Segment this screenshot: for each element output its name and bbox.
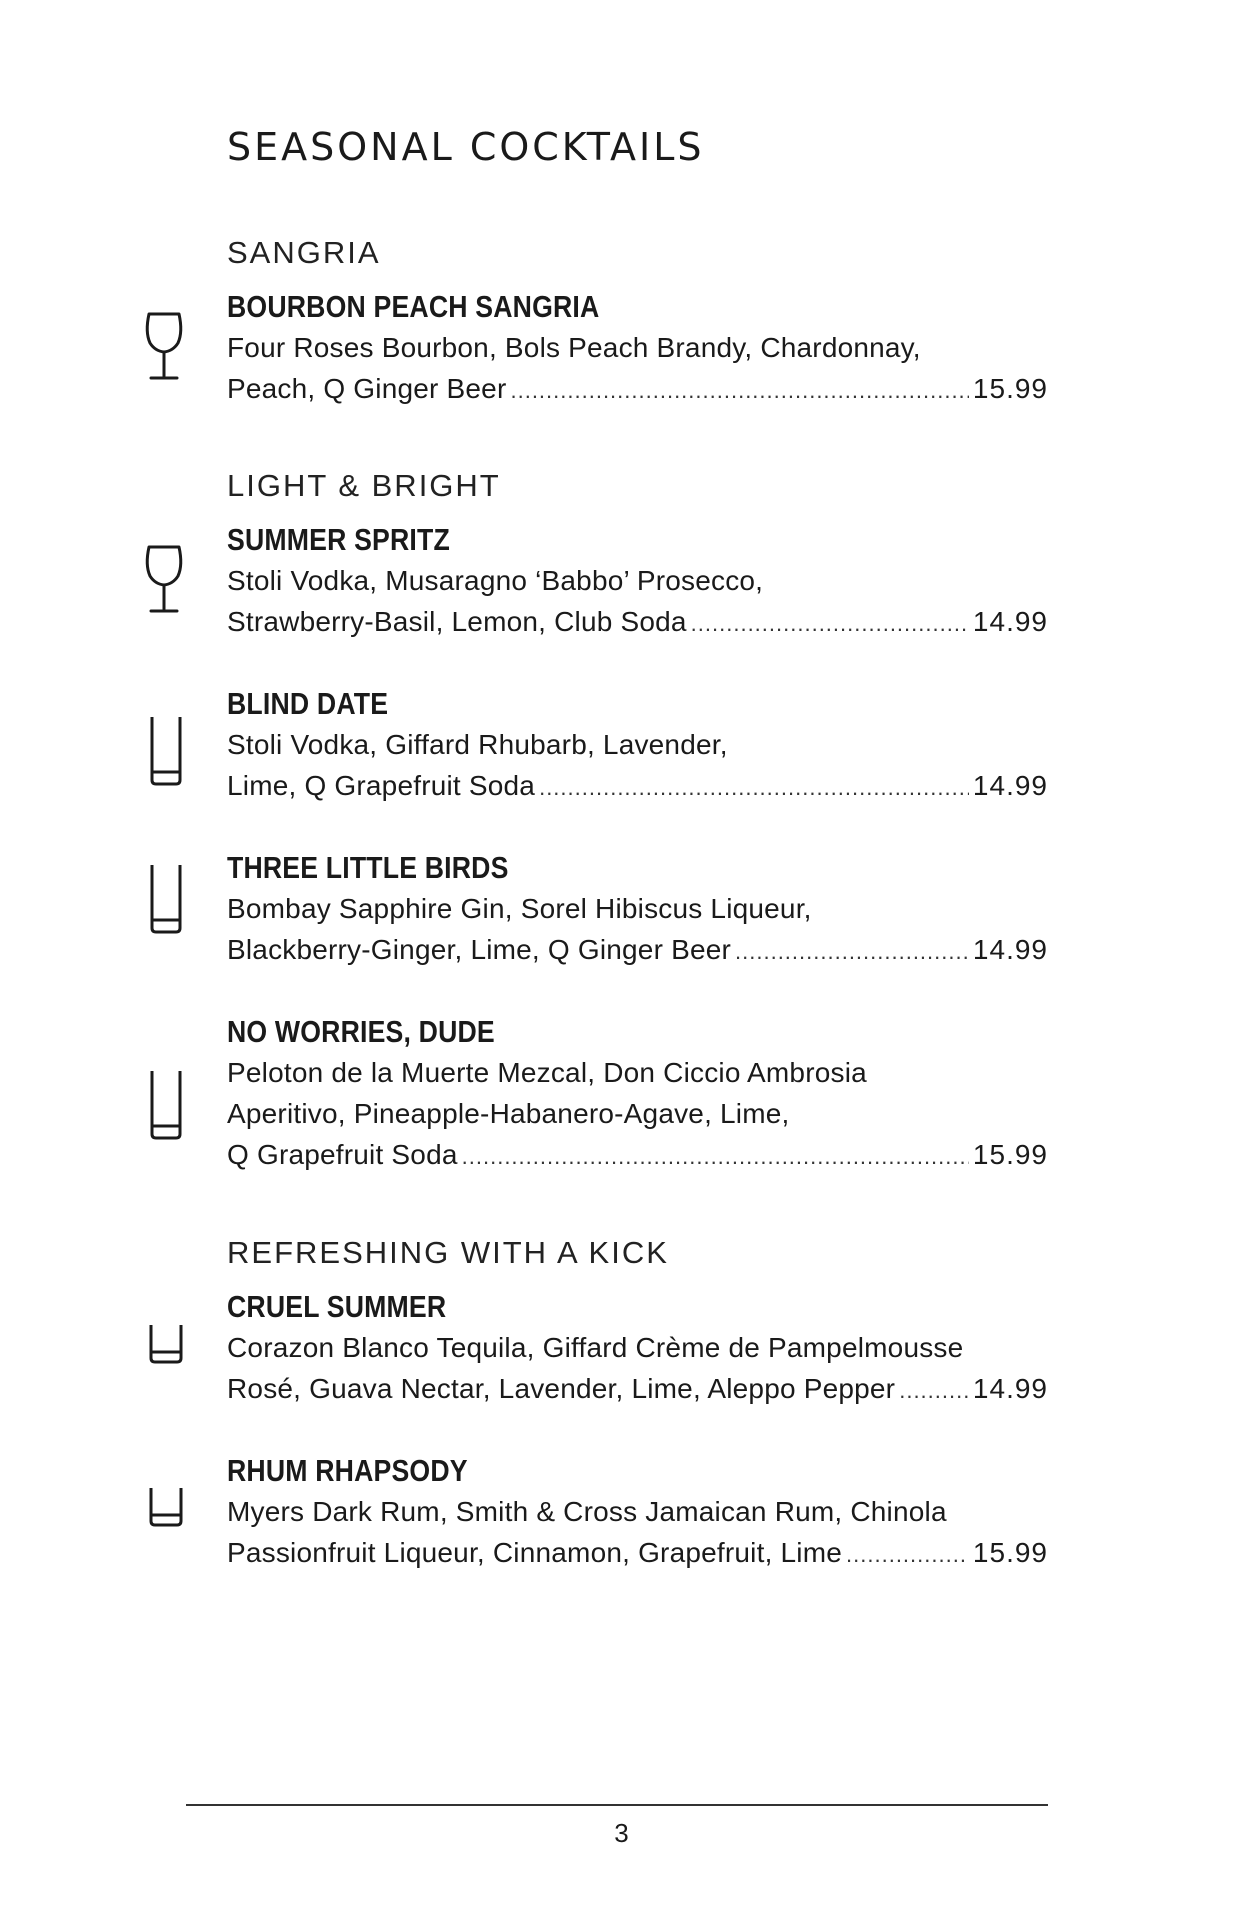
item-price: 15.99 — [972, 373, 1048, 404]
item-price: 15.99 — [972, 1139, 1048, 1170]
item-description-line: Stoli Vodka, Musaragno ‘Babbo’ Prosecco, — [227, 565, 764, 596]
menu-item — [227, 1011, 1048, 1177]
item-description-line: Blackberry-Ginger, Lime, Q Ginger Beer ..... 14.99 — [227, 929, 1048, 972]
dot-leader — [462, 1136, 969, 1177]
item-description-line: Myers Dark Rum, Smith & Cross Jamaican Rum, Chinola — [227, 1496, 947, 1527]
item-description-line: Peach, Q Ginger Beer ..... 15.99 — [227, 368, 1048, 411]
item-description-line: Peloton de la Muerte Mezcal, Don Ciccio Ambrosia — [227, 1057, 867, 1088]
item-description-line: Lime, Q Grapefruit Soda ..... 14.99 — [227, 765, 1048, 808]
dot-leader — [846, 1534, 969, 1575]
item-name: THREE LITTLE BIRDS — [227, 850, 509, 885]
item-name: SUMMER SPRITZ — [227, 522, 450, 557]
menu-item — [227, 847, 1048, 972]
rocks-glass-icon — [146, 1322, 186, 1364]
item-price: 14.99 — [972, 1373, 1048, 1404]
menu-item — [227, 519, 1048, 644]
dot-leader — [691, 603, 969, 644]
wine-glass-icon — [140, 310, 188, 382]
page-title: SEASONAL COCKTAILS — [227, 125, 705, 169]
menu-item — [227, 1450, 1048, 1575]
item-description-line: Stoli Vodka, Giffard Rhubarb, Lavender, — [227, 729, 728, 760]
item-name: RHUM RHAPSODY — [227, 1453, 468, 1488]
section-label-light-bright: LIGHT & BRIGHT — [227, 468, 501, 503]
highball-glass-icon — [146, 1068, 186, 1140]
item-name: NO WORRIES, DUDE — [227, 1014, 495, 1049]
item-name: BLIND DATE — [227, 686, 389, 721]
dot-leader — [539, 767, 969, 808]
item-price: 14.99 — [972, 770, 1048, 801]
item-description-line: Four Roses Bourbon, Bols Peach Brandy, Chardonnay, — [227, 332, 921, 363]
page-number: 3 — [614, 1818, 629, 1848]
section-label-sangria: SANGRIA — [227, 235, 381, 270]
item-name: CRUEL SUMMER — [227, 1289, 447, 1324]
dot-leader — [510, 370, 968, 411]
item-description-line: Q Grapefruit Soda ..... 15.99 — [227, 1134, 1048, 1177]
item-description-line: Aperitivo, Pineapple-Habanero-Agave, Lime, — [227, 1098, 790, 1129]
item-price: 14.99 — [972, 606, 1048, 637]
menu-item — [227, 683, 1048, 808]
footer-divider — [186, 1804, 1048, 1806]
item-description-line: Corazon Blanco Tequila, Giffard Crème de Pampelmousse — [227, 1332, 964, 1363]
menu-item — [227, 1286, 1048, 1411]
menu-item — [227, 286, 1048, 411]
item-price: 14.99 — [972, 934, 1048, 965]
item-description-line: Passionfruit Liqueur, Cinnamon, Grapefruit, Lime ..... 15.99 — [227, 1532, 1048, 1575]
highball-glass-icon — [146, 714, 186, 786]
dot-leader — [735, 931, 969, 972]
dot-leader — [899, 1370, 969, 1411]
item-price: 15.99 — [972, 1537, 1048, 1568]
item-description-line: Rosé, Guava Nectar, Lavender, Lime, Aleppo Pepper ..... 14.99 — [227, 1368, 1048, 1411]
item-description-line: Bombay Sapphire Gin, Sorel Hibiscus Liqueur, — [227, 893, 812, 924]
wine-glass-icon — [140, 543, 188, 615]
rocks-glass-icon — [146, 1485, 186, 1527]
section-label-refreshing-with-a-kick: REFRESHING WITH A KICK — [227, 1235, 669, 1270]
highball-glass-icon — [146, 862, 186, 934]
item-description-line: Strawberry-Basil, Lemon, Club Soda ..... 14.99 — [227, 601, 1048, 644]
item-name: BOURBON PEACH SANGRIA — [227, 289, 600, 324]
